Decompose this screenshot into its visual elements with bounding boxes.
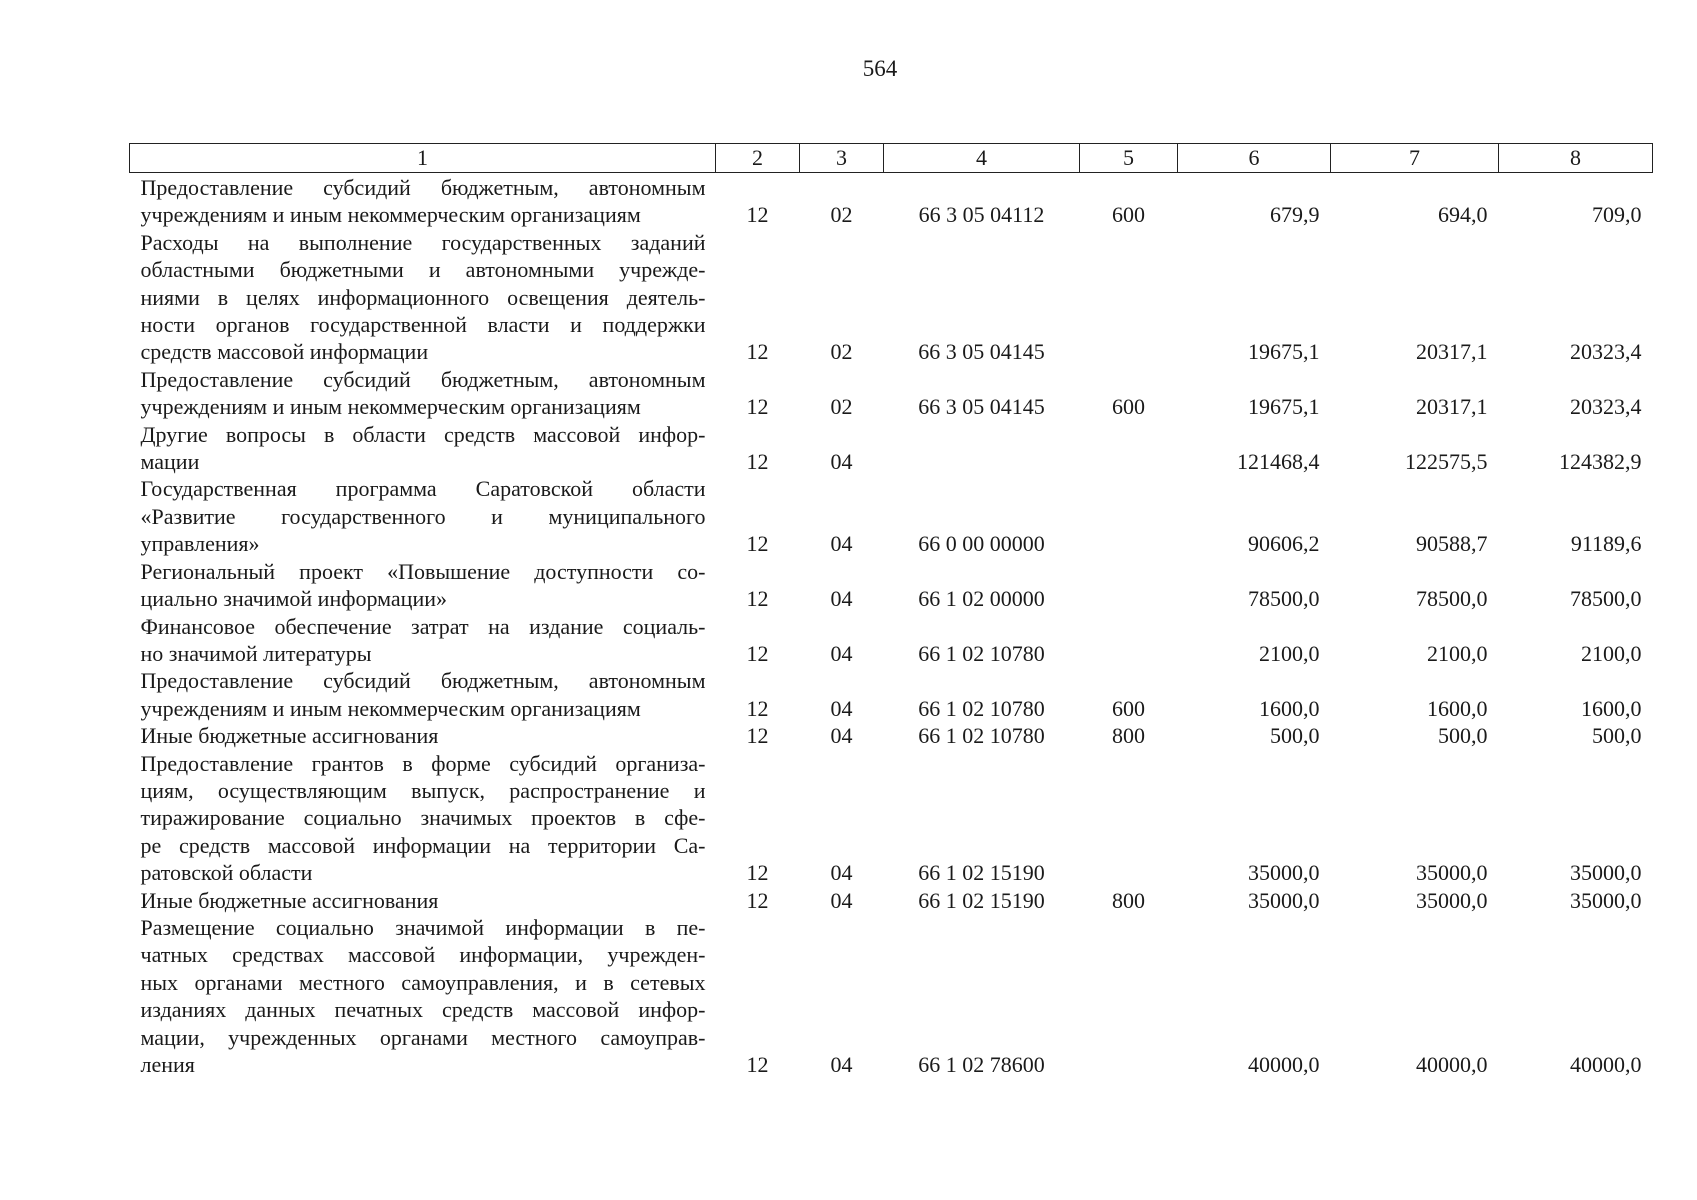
section-code: 12 xyxy=(746,586,769,612)
amount-year-2: 122575,5 xyxy=(1405,449,1488,475)
description-line: учреждениям и иным некоммерческим организациям xyxy=(140,695,641,721)
description-line: ниями в целях информационного освещения деятель- xyxy=(140,284,706,310)
subsection-code: 02 xyxy=(830,202,853,228)
budget-table xyxy=(129,143,1653,1078)
header-row xyxy=(130,144,1653,173)
row-description xyxy=(130,887,716,914)
description-line: Иные бюджетные ассигнования xyxy=(140,887,439,913)
table-row xyxy=(130,722,1653,749)
amount-year-1: 19675,1 xyxy=(1248,339,1320,365)
description-line: мации, учрежденных органами местного самоуправ- xyxy=(140,1024,706,1050)
description-line: учреждениям и иным некоммерческим организациям xyxy=(140,394,641,420)
expense-type-code: 600 xyxy=(1112,695,1145,721)
amount-year-3: 709,0 xyxy=(1592,202,1642,228)
column-header: 5 xyxy=(1080,144,1178,173)
amount-year-1: 679,9 xyxy=(1270,202,1320,228)
subsection-code: 04 xyxy=(830,531,853,557)
target-article-code: 66 1 02 78600 xyxy=(918,1052,1045,1077)
table-row xyxy=(130,229,1653,366)
description-line: Иные бюджетные ассигнования xyxy=(140,723,439,749)
amount-year-2: 35000,0 xyxy=(1416,860,1488,886)
description-line: ратовской области xyxy=(140,860,313,886)
row-description xyxy=(130,558,716,613)
subsection-code: 04 xyxy=(830,586,853,612)
target-article-code: 66 1 02 15190 xyxy=(918,887,1045,913)
amount-year-2: 78500,0 xyxy=(1416,586,1488,612)
expense-type-code: 800 xyxy=(1112,887,1145,913)
target-article-code: 66 1 02 10780 xyxy=(918,695,1045,721)
table-row xyxy=(130,887,1653,914)
amount-year-3: 91189,6 xyxy=(1570,531,1642,557)
row-description xyxy=(130,613,716,668)
amount-year-3: 20323,4 xyxy=(1570,339,1642,365)
expense-type-code xyxy=(1080,914,1178,1078)
column-header: 8 xyxy=(1499,144,1653,173)
expense-type-code xyxy=(1080,229,1178,366)
description-line: Финансовое обеспечение затрат на издание социаль- xyxy=(140,613,706,639)
table-row xyxy=(130,558,1653,613)
expense-type-code: 600 xyxy=(1112,394,1145,420)
amount-year-3: 124382,9 xyxy=(1559,449,1642,475)
amount-year-1: 35000,0 xyxy=(1248,860,1320,886)
column-header: 7 xyxy=(1331,144,1499,173)
page-number: 564 xyxy=(862,56,898,81)
amount-year-3: 78500,0 xyxy=(1570,586,1642,612)
target-article-code xyxy=(884,421,1080,476)
amount-year-3: 1600,0 xyxy=(1581,695,1642,721)
expense-type-code xyxy=(1080,558,1178,613)
amount-year-1: 90606,2 xyxy=(1248,531,1320,557)
row-description xyxy=(130,722,716,749)
description-line: Размещение социально значимой информации в пе- xyxy=(140,914,706,940)
description-line: Расходы на выполнение государственных заданий xyxy=(140,229,706,255)
description-line: но значимой литературы xyxy=(140,640,372,666)
column-header: 3 xyxy=(800,144,884,173)
description-line: Предоставление субсидий бюджетным, автономным xyxy=(140,668,706,694)
table-row xyxy=(130,667,1653,722)
amount-year-2: 20317,1 xyxy=(1416,394,1488,420)
amount-year-1: 121468,4 xyxy=(1237,449,1320,475)
description-line: Другие вопросы в области средств массовой инфор- xyxy=(140,421,706,447)
subsection-code: 04 xyxy=(830,449,853,475)
section-code: 12 xyxy=(746,1052,769,1077)
table-row xyxy=(130,750,1653,887)
expense-type-code xyxy=(1080,613,1178,668)
description-line: управления» xyxy=(140,531,260,557)
amount-year-3: 2100,0 xyxy=(1581,640,1642,666)
amount-year-1: 500,0 xyxy=(1270,723,1320,749)
amount-year-3: 40000,0 xyxy=(1570,1052,1642,1077)
row-description xyxy=(130,475,716,557)
description-line: ных органами местного самоуправления, и в сетевых xyxy=(140,969,706,995)
column-header: 6 xyxy=(1178,144,1331,173)
target-article-code: 66 1 02 15190 xyxy=(918,860,1045,886)
amount-year-2: 1600,0 xyxy=(1427,695,1488,721)
amount-year-2: 20317,1 xyxy=(1416,339,1488,365)
subsection-code: 04 xyxy=(830,887,853,913)
amount-year-1: 78500,0 xyxy=(1248,586,1320,612)
section-code: 12 xyxy=(746,202,769,228)
description-line: средств массовой информации xyxy=(140,339,429,365)
section-code: 12 xyxy=(746,339,769,365)
column-header: 4 xyxy=(884,144,1080,173)
section-code: 12 xyxy=(746,394,769,420)
description-line: мации xyxy=(140,449,200,475)
table-row xyxy=(130,173,1653,229)
description-line: ре средств массовой информации на территории Са- xyxy=(140,832,706,858)
section-code: 12 xyxy=(746,531,769,557)
row-description xyxy=(130,914,716,1078)
description-line: ления xyxy=(140,1052,195,1077)
amount-year-1: 40000,0 xyxy=(1248,1052,1320,1077)
amount-year-1: 2100,0 xyxy=(1259,640,1320,666)
section-code: 12 xyxy=(746,449,769,475)
table-row xyxy=(130,914,1653,1078)
column-header: 1 xyxy=(130,144,716,173)
description-line: тиражирование социально значимых проектов в сфе- xyxy=(140,805,706,831)
amount-year-2: 500,0 xyxy=(1438,723,1488,749)
amount-year-3: 20323,4 xyxy=(1570,394,1642,420)
target-article-code: 66 1 02 00000 xyxy=(918,586,1045,612)
table-row xyxy=(130,475,1653,557)
description-line: чатных средствах массовой информации, учрежден- xyxy=(140,942,706,968)
target-article-code: 66 1 02 10780 xyxy=(918,723,1045,749)
section-code: 12 xyxy=(746,860,769,886)
column-header: 2 xyxy=(716,144,800,173)
amount-year-2: 2100,0 xyxy=(1427,640,1488,666)
section-code: 12 xyxy=(746,887,769,913)
amount-year-3: 500,0 xyxy=(1592,723,1642,749)
amount-year-2: 40000,0 xyxy=(1416,1052,1488,1077)
subsection-code: 04 xyxy=(830,640,853,666)
amount-year-3: 35000,0 xyxy=(1570,860,1642,886)
amount-year-2: 90588,7 xyxy=(1416,531,1488,557)
table-row xyxy=(130,366,1653,421)
description-line: Региональный проект «Повышение доступности со- xyxy=(140,558,706,584)
expense-type-code xyxy=(1080,421,1178,476)
description-line: циально значимой информации» xyxy=(140,586,447,612)
table-body xyxy=(130,173,1653,1079)
expense-type-code xyxy=(1080,750,1178,887)
subsection-code: 04 xyxy=(830,723,853,749)
amount-year-3: 35000,0 xyxy=(1570,887,1642,913)
amount-year-1: 35000,0 xyxy=(1248,887,1320,913)
row-description xyxy=(130,229,716,366)
subsection-code: 04 xyxy=(830,695,853,721)
subsection-code: 04 xyxy=(830,1052,853,1077)
row-description xyxy=(130,750,716,887)
description-line: Предоставление грантов в форме субсидий организа- xyxy=(140,750,706,776)
target-article-code: 66 3 05 04112 xyxy=(918,202,1045,228)
target-article-code: 66 0 00 00000 xyxy=(918,531,1045,557)
section-code: 12 xyxy=(746,695,769,721)
table-row xyxy=(130,421,1653,476)
description-line: Государственная программа Саратовской области xyxy=(140,476,706,502)
row-description xyxy=(130,366,716,421)
row-description xyxy=(130,173,716,229)
target-article-code: 66 1 02 10780 xyxy=(918,640,1045,666)
target-article-code: 66 3 05 04145 xyxy=(918,394,1045,420)
expense-type-code xyxy=(1080,475,1178,557)
description-line: Предоставление субсидий бюджетным, автономным xyxy=(140,175,706,200)
subsection-code: 02 xyxy=(830,339,853,365)
description-line: Предоставление субсидий бюджетным, автономным xyxy=(140,366,706,392)
description-line: «Развитие государственного и муниципального xyxy=(140,503,706,529)
description-line: циям, осуществляющим выпуск, распространение и xyxy=(140,777,706,803)
description-line: изданиях данных печатных средств массовой инфор- xyxy=(140,997,706,1023)
target-article-code: 66 3 05 04145 xyxy=(918,339,1045,365)
amount-year-1: 19675,1 xyxy=(1248,394,1320,420)
amount-year-1: 1600,0 xyxy=(1259,695,1320,721)
section-code: 12 xyxy=(746,723,769,749)
description-line: ности органов государственной власти и поддержки xyxy=(140,312,706,338)
subsection-code: 04 xyxy=(830,860,853,886)
row-description xyxy=(130,421,716,476)
amount-year-2: 35000,0 xyxy=(1416,887,1488,913)
section-code: 12 xyxy=(746,640,769,666)
amount-year-2: 694,0 xyxy=(1438,202,1488,228)
description-line: учреждениям и иным некоммерческим организациям xyxy=(140,202,641,228)
row-description xyxy=(130,667,716,722)
subsection-code: 02 xyxy=(830,394,853,420)
table-row xyxy=(130,613,1653,668)
expense-type-code: 600 xyxy=(1112,202,1145,228)
description-line: областными бюджетными и автономными учрежде- xyxy=(140,257,706,283)
expense-type-code: 800 xyxy=(1112,723,1145,749)
